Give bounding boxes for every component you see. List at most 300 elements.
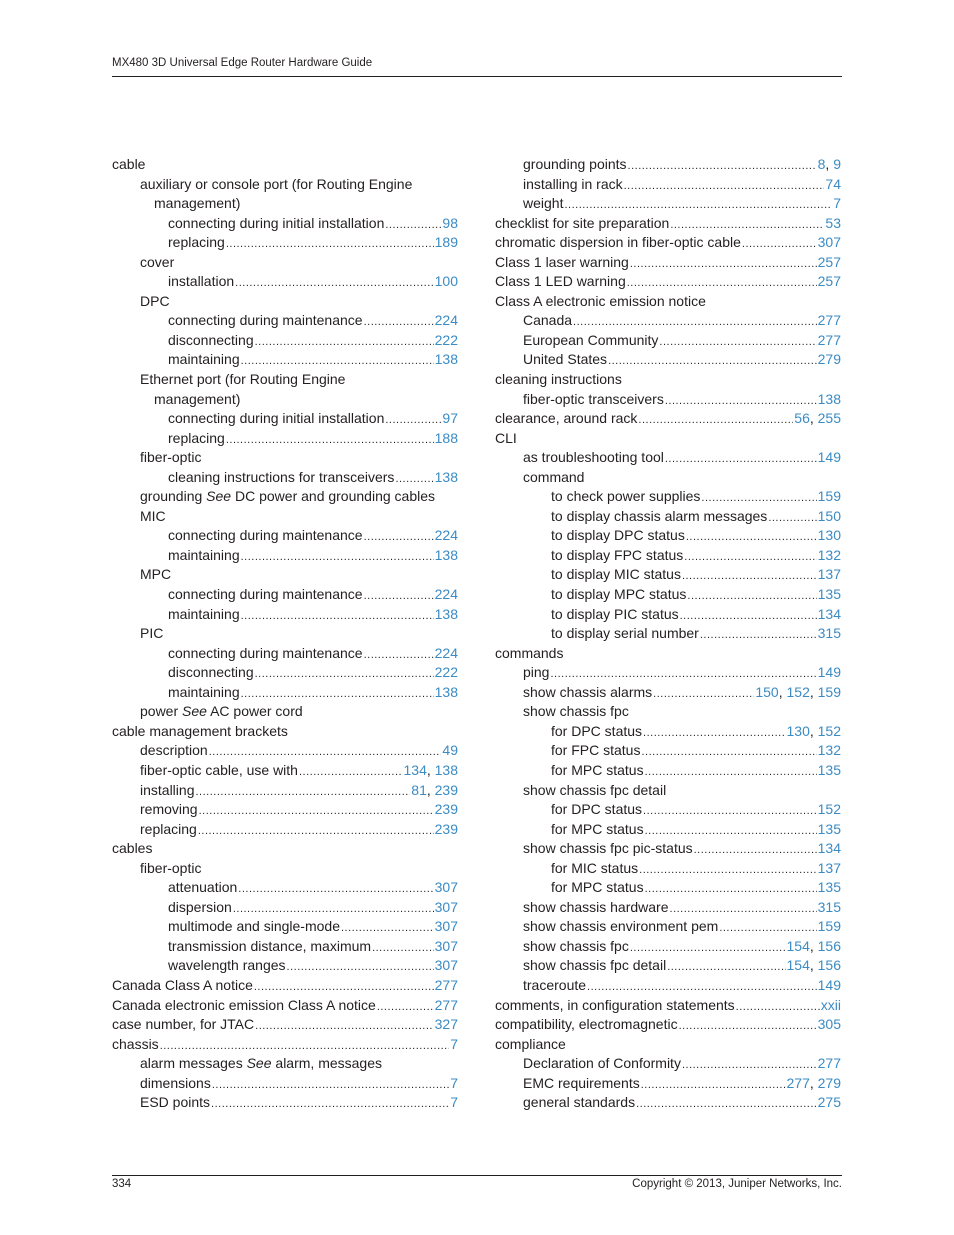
index-entry xyxy=(112,311,458,331)
page-references xyxy=(818,272,841,292)
page-references xyxy=(435,1015,458,1035)
index-entry xyxy=(495,917,841,937)
page-link[interactable]: 7 xyxy=(833,195,841,212)
page-references: 56, 255 xyxy=(794,410,841,427)
index-term xyxy=(551,605,679,625)
index-term xyxy=(140,370,345,390)
page-link[interactable]: 150 xyxy=(817,507,841,524)
page-link[interactable]: 159 xyxy=(817,918,841,935)
index-term-text: fiber-optic xyxy=(140,859,202,876)
index-term-text: show chassis fpc xyxy=(523,703,629,720)
index-entry xyxy=(112,956,458,976)
page-link[interactable]: 307 xyxy=(434,937,458,954)
page-references xyxy=(821,996,841,1016)
page-link[interactable]: 277 xyxy=(434,976,458,993)
page-link[interactable]: 132 xyxy=(817,742,841,759)
page-link[interactable]: 81 xyxy=(411,781,427,798)
index-term xyxy=(551,585,686,605)
index-term-text: multimode and single-mode xyxy=(168,918,340,935)
index-term-text: Class 1 laser warning xyxy=(495,253,629,270)
page-link[interactable]: 138 xyxy=(434,351,458,368)
page-references xyxy=(442,741,458,761)
index-term xyxy=(495,429,517,449)
page-references xyxy=(435,468,458,488)
page-references xyxy=(818,898,841,918)
index-term xyxy=(168,331,254,351)
page-link[interactable]: 188 xyxy=(434,429,458,446)
page-link[interactable]: 279 xyxy=(817,351,841,368)
page-link[interactable]: 239 xyxy=(434,781,458,798)
page-references xyxy=(818,585,841,605)
page-link[interactable]: 239 xyxy=(434,801,458,818)
index-term-text: alarm messages xyxy=(140,1055,243,1072)
page-link[interactable]: 134 xyxy=(817,605,841,622)
index-term-text: chromatic dispersion in fiber-optic cable xyxy=(495,234,741,251)
index-term-text: weight xyxy=(523,195,564,212)
page-link[interactable]: 189 xyxy=(434,234,458,251)
index-term-text: United States xyxy=(523,351,608,368)
page-link[interactable]: 277 xyxy=(786,1074,810,1091)
index-term xyxy=(168,917,340,937)
index-term xyxy=(168,605,240,625)
index-term xyxy=(112,996,376,1016)
index-term xyxy=(551,800,642,820)
index-term-text: DPC xyxy=(140,292,170,309)
index-entry xyxy=(495,702,841,722)
page-link[interactable]: 134 xyxy=(817,840,841,857)
page-link[interactable]: 100 xyxy=(434,273,458,290)
page-link[interactable]: 275 xyxy=(817,1094,841,1111)
index-entry xyxy=(495,761,841,781)
page-link[interactable]: 138 xyxy=(434,468,458,485)
index-term xyxy=(168,311,363,331)
page-references xyxy=(818,1054,841,1074)
index-term xyxy=(551,820,644,840)
page-references xyxy=(435,956,458,976)
index-term xyxy=(112,1015,254,1035)
index-entry xyxy=(112,839,458,859)
index-term-text: Canada electronic emission Class A notice xyxy=(112,996,376,1013)
page-link[interactable]: 307 xyxy=(434,918,458,935)
index-term-text: to display chassis alarm messages xyxy=(551,507,768,524)
index-term-text: ping xyxy=(523,664,550,681)
page-link[interactable]: 277 xyxy=(817,1055,841,1072)
index-entry xyxy=(495,976,841,996)
page-link[interactable]: 154 xyxy=(786,957,810,974)
index-entry xyxy=(495,898,841,918)
index-term xyxy=(523,781,666,801)
index-entry xyxy=(495,839,841,859)
page-references xyxy=(435,996,458,1016)
page-references xyxy=(818,1093,841,1113)
index-term-text: show chassis fpc pic-status xyxy=(523,840,693,857)
page-link[interactable]: 152 xyxy=(786,683,810,700)
index-term xyxy=(551,741,640,761)
index-entry xyxy=(495,546,841,566)
index-entry xyxy=(112,917,458,937)
index-term-text: attenuation xyxy=(168,879,238,896)
index-term-text: to display PIC status xyxy=(551,605,679,622)
page-references xyxy=(818,253,841,273)
index-term xyxy=(523,839,693,859)
index-entry xyxy=(112,722,458,742)
page-references xyxy=(818,761,841,781)
index-entry xyxy=(112,1015,458,1035)
index-term-text: maintaining xyxy=(168,605,240,622)
index-entry xyxy=(112,702,458,722)
index-term xyxy=(140,1093,210,1113)
page-references xyxy=(818,311,841,331)
index-term-text: grounding xyxy=(140,488,203,505)
index-entry xyxy=(112,898,458,918)
index-term-text: for MPC status xyxy=(551,820,644,837)
page-link[interactable]: 138 xyxy=(817,390,841,407)
page-link[interactable]: 7 xyxy=(450,1094,458,1111)
index-entry xyxy=(112,663,458,683)
index-term xyxy=(154,390,240,410)
index-term xyxy=(495,233,741,253)
page-references xyxy=(818,917,841,937)
page-link[interactable]: 239 xyxy=(434,820,458,837)
index-term xyxy=(140,820,197,840)
index-entry xyxy=(112,350,458,370)
page-link[interactable]: 49 xyxy=(442,742,458,759)
index-term-text: to display MPC status xyxy=(551,586,687,603)
page-link[interactable]: 149 xyxy=(817,664,841,681)
page-link[interactable]: 74 xyxy=(825,175,841,192)
index-term-text: Declaration of Conformity xyxy=(523,1055,681,1072)
index-term-text: connecting during initial installation xyxy=(168,214,385,231)
index-entry xyxy=(112,409,458,429)
index-term xyxy=(168,526,363,546)
index-term-text: show chassis fpc detail xyxy=(523,957,667,974)
page-link[interactable]: 277 xyxy=(817,331,841,348)
index-term xyxy=(523,311,572,331)
index-entry xyxy=(112,878,458,898)
index-term xyxy=(551,722,642,742)
index-term-text: show chassis environment pem xyxy=(523,918,719,935)
page-link[interactable]: 53 xyxy=(825,214,841,231)
index-term-text: maintaining xyxy=(168,546,240,563)
page-references xyxy=(818,390,841,410)
index-term-text: installing xyxy=(140,781,195,798)
page-link[interactable]: 307 xyxy=(434,957,458,974)
page-references: 81, 239 xyxy=(411,781,458,798)
index-entry xyxy=(112,155,458,175)
page-link[interactable]: 8 xyxy=(817,156,826,172)
index-term-text: for MIC status xyxy=(551,859,639,876)
page-link[interactable]: 307 xyxy=(434,879,458,896)
page-link[interactable]: 149 xyxy=(817,449,841,466)
index-entry xyxy=(495,1074,841,1094)
page-references xyxy=(818,507,841,527)
index-term-text: dispersion xyxy=(168,898,232,915)
dot-leader xyxy=(211,1095,449,1115)
index-term xyxy=(140,175,412,195)
index-entry xyxy=(112,996,458,1016)
index-term xyxy=(495,253,629,273)
page-link[interactable]: 152 xyxy=(817,801,841,818)
page-link[interactable]: 132 xyxy=(817,546,841,563)
index-term-text: MPC xyxy=(140,566,172,583)
index-term-text: description xyxy=(140,742,208,759)
page-link[interactable]: 156 xyxy=(817,957,841,974)
index-term xyxy=(495,214,669,234)
index-term-text: maintaining xyxy=(168,351,240,368)
page-link[interactable]: 152 xyxy=(817,722,841,739)
index-term xyxy=(168,878,237,898)
index-term-text: show chassis fpc detail xyxy=(523,781,667,798)
page-link[interactable]: 130 xyxy=(817,527,841,544)
index-column-right xyxy=(495,155,841,1113)
index-term xyxy=(523,917,718,937)
index-term-text: Ethernet port (for Routing Engine xyxy=(140,371,346,388)
page-references xyxy=(435,663,458,683)
see-target: DC power and grounding cables xyxy=(234,488,435,505)
index-term-text: to display serial number xyxy=(551,625,699,642)
page-link[interactable]: 154 xyxy=(786,937,810,954)
page-references xyxy=(818,800,841,820)
index-entry xyxy=(495,370,841,390)
index-term-text: disconnecting xyxy=(168,664,254,681)
index-term xyxy=(140,253,174,273)
page-link[interactable]: 138 xyxy=(434,546,458,563)
page-link[interactable]: 150 xyxy=(755,683,779,700)
index-entry xyxy=(495,331,841,351)
page-link[interactable]: 257 xyxy=(817,273,841,290)
index-term-text: clearance, around rack xyxy=(495,410,638,427)
index-term-text: traceroute xyxy=(523,976,587,993)
index-term-text: CLI xyxy=(495,429,517,446)
page-link[interactable]: 222 xyxy=(434,664,458,681)
index-entry xyxy=(495,859,841,879)
page-link[interactable]: 97 xyxy=(442,410,458,427)
page-link[interactable]: 224 xyxy=(434,527,458,544)
index-term-text: general standards xyxy=(523,1094,636,1111)
index-term-text: show chassis hardware xyxy=(523,898,669,915)
index-term xyxy=(140,292,170,312)
index-entry xyxy=(112,781,458,801)
index-term xyxy=(140,565,171,585)
index-term xyxy=(168,429,225,449)
page-link[interactable]: 327 xyxy=(434,1016,458,1033)
index-term xyxy=(551,546,683,566)
index-entry xyxy=(495,390,841,410)
page-link[interactable]: 224 xyxy=(434,312,458,329)
page-link[interactable]: 222 xyxy=(434,331,458,348)
page-references xyxy=(818,839,841,859)
page-link[interactable]: 7 xyxy=(450,1035,458,1052)
index-term xyxy=(140,1074,211,1094)
page-references xyxy=(435,331,458,351)
dot-leader xyxy=(636,1095,817,1115)
index-term-text: commands xyxy=(495,644,564,661)
page-link[interactable]: 315 xyxy=(817,625,841,642)
index-entry xyxy=(495,175,841,195)
page-link[interactable]: 7 xyxy=(450,1074,458,1091)
page-link[interactable]: 277 xyxy=(817,312,841,329)
page-references xyxy=(818,526,841,546)
index-term xyxy=(168,937,371,957)
index-term xyxy=(168,233,225,253)
page-link[interactable]: 279 xyxy=(817,1074,841,1091)
index-term-text: to display MIC status xyxy=(551,566,681,583)
index-term-text: cover xyxy=(140,253,175,270)
page-link[interactable]: 305 xyxy=(817,1016,841,1033)
index-term-text: Class 1 LED warning xyxy=(495,273,626,290)
page-references xyxy=(818,565,841,585)
see-target: AC power cord xyxy=(210,703,303,720)
page-references: 8, 9 xyxy=(817,156,841,172)
index-term-text: to display FPC status xyxy=(551,546,684,563)
index-term-text: connecting during maintenance xyxy=(168,644,363,661)
page-references xyxy=(435,917,458,937)
page-link[interactable]: 56 xyxy=(794,410,810,427)
index-term xyxy=(140,859,201,879)
index-entry xyxy=(112,253,458,273)
page-link[interactable]: 224 xyxy=(434,644,458,661)
page-references xyxy=(818,741,841,761)
page-link[interactable]: xxii xyxy=(820,996,841,1013)
page-link[interactable]: 135 xyxy=(817,761,841,778)
index-term-text: replacing xyxy=(168,234,225,251)
page-references xyxy=(435,311,458,331)
index-entry xyxy=(495,956,841,976)
page-references xyxy=(450,1093,458,1113)
index-term-text: to check power supplies xyxy=(551,488,701,505)
index-entry xyxy=(112,800,458,820)
index-term xyxy=(523,350,607,370)
index-term xyxy=(495,370,622,390)
index-entry xyxy=(112,585,458,605)
index-term xyxy=(523,702,629,722)
page-link[interactable]: 149 xyxy=(817,976,841,993)
index-entry xyxy=(112,331,458,351)
index-term xyxy=(523,683,652,703)
index-entry xyxy=(495,526,841,546)
index-term xyxy=(168,350,240,370)
index-term xyxy=(523,468,584,488)
index-term-text: management) xyxy=(154,195,241,212)
index-entry xyxy=(495,429,841,449)
index-term-text: PIC xyxy=(140,625,164,642)
index-term-text: connecting during maintenance xyxy=(168,527,363,544)
page-references xyxy=(818,546,841,566)
page-link[interactable]: 137 xyxy=(817,859,841,876)
page-link[interactable]: 98 xyxy=(442,214,458,231)
index-term xyxy=(168,644,363,664)
index-entry xyxy=(112,761,458,781)
index-entry xyxy=(112,976,458,996)
page-link[interactable]: 257 xyxy=(817,253,841,270)
index-entry xyxy=(495,683,841,703)
page-link[interactable]: 307 xyxy=(817,234,841,251)
index-term xyxy=(168,898,232,918)
index-entry xyxy=(112,1093,458,1113)
index-entry xyxy=(495,214,841,234)
page-link[interactable]: 130 xyxy=(786,722,810,739)
index-entry xyxy=(495,663,841,683)
page-link[interactable]: 135 xyxy=(817,879,841,896)
index-term-text: chassis xyxy=(112,1035,159,1052)
page-link[interactable]: 224 xyxy=(434,586,458,603)
page-references xyxy=(818,487,841,507)
page-references xyxy=(818,820,841,840)
index-entry xyxy=(495,820,841,840)
page-references: 134, 138 xyxy=(403,761,458,778)
index-entry xyxy=(495,605,841,625)
index-entry xyxy=(495,781,841,801)
page-link[interactable]: 138 xyxy=(434,683,458,700)
index-term xyxy=(168,272,234,292)
page-link[interactable]: 135 xyxy=(817,586,841,603)
index-term xyxy=(495,409,637,429)
index-entry xyxy=(112,272,458,292)
index-term-text: maintaining xyxy=(168,683,240,700)
index-term-text: show chassis alarms xyxy=(523,683,653,700)
index-entry xyxy=(495,292,841,312)
index-entry xyxy=(112,429,458,449)
index-term-text: wavelength ranges xyxy=(168,957,286,974)
index-entry xyxy=(112,214,458,234)
index-term xyxy=(140,702,303,722)
index-term xyxy=(140,448,201,468)
index-entry xyxy=(495,996,841,1016)
page-link[interactable]: 277 xyxy=(434,996,458,1013)
page-references xyxy=(435,272,458,292)
index-term-text: compatibility, electromagnetic xyxy=(495,1016,678,1033)
index-term xyxy=(140,800,198,820)
index-term xyxy=(140,624,163,644)
index-entry xyxy=(112,507,458,527)
page-link[interactable]: 137 xyxy=(817,566,841,583)
page-link[interactable]: 134 xyxy=(403,761,427,778)
index-term-text: cable xyxy=(112,156,146,172)
index-term-text: cable management brackets xyxy=(112,722,288,739)
page-references xyxy=(435,526,458,546)
index-term xyxy=(523,956,666,976)
page-references xyxy=(833,194,841,214)
page-link[interactable]: 159 xyxy=(817,488,841,505)
index-entry xyxy=(112,859,458,879)
index-entry xyxy=(495,155,841,175)
page-link[interactable]: 156 xyxy=(817,937,841,954)
page-references: 154, 156 xyxy=(786,937,841,954)
index-term xyxy=(140,761,298,781)
page-references xyxy=(435,429,458,449)
index-term-text: as troubleshooting tool xyxy=(523,449,664,466)
page-link[interactable]: 159 xyxy=(817,683,841,700)
page-link[interactable]: 307 xyxy=(434,898,458,915)
index-entry xyxy=(112,644,458,664)
index-term-text: connecting during maintenance xyxy=(168,312,363,329)
page-link[interactable]: 9 xyxy=(833,156,841,172)
page-link[interactable]: 135 xyxy=(817,820,841,837)
index-term xyxy=(112,1035,159,1055)
index-term-text: command xyxy=(523,468,585,485)
page-link[interactable]: 315 xyxy=(817,898,841,915)
index-term xyxy=(523,976,586,996)
page-link[interactable]: 138 xyxy=(434,605,458,622)
page-link[interactable]: 255 xyxy=(817,410,841,427)
page-references xyxy=(435,644,458,664)
index-entry xyxy=(495,565,841,585)
index-term xyxy=(523,331,658,351)
page-link[interactable]: 138 xyxy=(434,761,458,778)
index-term xyxy=(168,214,384,234)
page-references xyxy=(435,937,458,957)
index-entry xyxy=(112,233,458,253)
